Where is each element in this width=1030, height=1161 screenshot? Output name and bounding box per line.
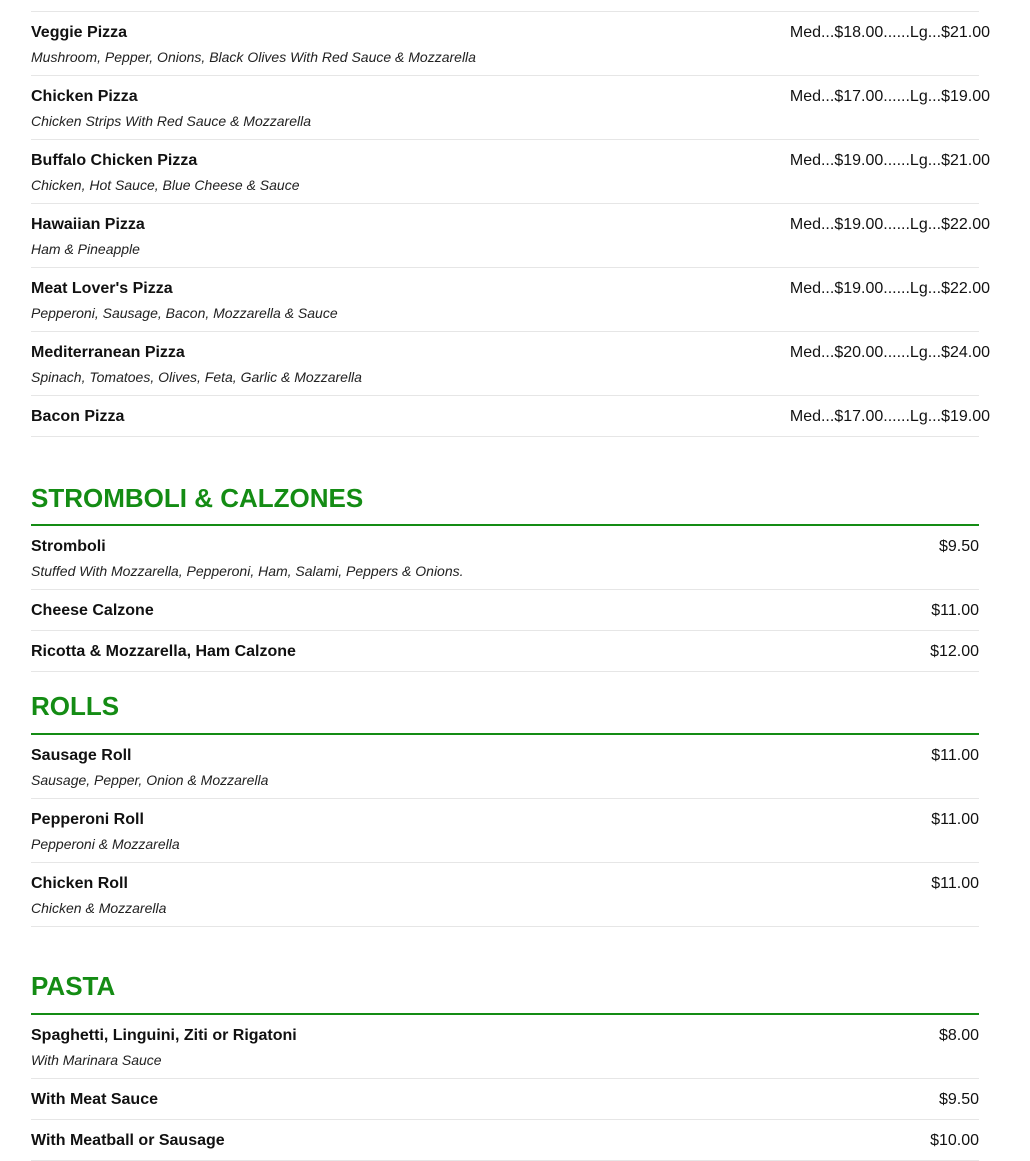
item-name: Mediterranean Pizza	[31, 344, 185, 361]
menu-item-veggie-pizza	[31, 12, 990, 76]
section-heading-text: STROMBOLI & CALZONES	[31, 483, 364, 513]
section-heading-rolls	[31, 672, 979, 735]
item-price: Med...$17.00......Lg...$19.00	[789, 408, 990, 425]
item-description: Pepperoni & Mozzarella	[31, 836, 180, 852]
menu-item-ricotta-mozzarella-ham-calzone	[31, 631, 979, 672]
item-description: Chicken & Mozzarella	[31, 900, 167, 916]
menu-page	[31, 0, 990, 1161]
menu-item-buffalo-chicken-pizza	[31, 140, 990, 204]
menu-item-stromboli	[31, 526, 979, 590]
item-price: Med...$19.00......Lg...$21.00	[789, 152, 990, 169]
item-description: Stuffed With Mozzarella, Pepperoni, Ham, Salami, Peppers & Onions.	[31, 563, 464, 579]
item-description: Pepperoni, Sausage, Bacon, Mozzarella & Sauce	[31, 305, 338, 321]
item-name: Meat Lover's Pizza	[31, 280, 173, 297]
menu-item-pepperoni-roll	[31, 799, 979, 863]
menu-item-cheese-calzone	[31, 590, 979, 631]
item-name: Stromboli	[31, 538, 106, 555]
item-price: $11.00	[931, 811, 979, 828]
item-name: With Meatball or Sausage	[31, 1132, 225, 1149]
section-heading-text: PASTA	[31, 971, 116, 1001]
item-price: Med...$17.00......Lg...$19.00	[789, 88, 990, 105]
item-price: Med...$18.00......Lg...$21.00	[789, 24, 990, 41]
item-price: $11.00	[931, 875, 979, 892]
menu-item-mediterranean-pizza	[31, 332, 990, 396]
item-price: $9.50	[938, 1091, 979, 1108]
item-name: Pepperoni Roll	[31, 811, 144, 828]
section-heading-stromboli-calzones	[31, 437, 979, 526]
menu-item-chicken-pizza	[31, 76, 990, 140]
item-description: Spinach, Tomatoes, Olives, Feta, Garlic & Mozzarella	[31, 369, 362, 385]
section-heading-text: ROLLS	[31, 691, 120, 721]
item-price: $9.50	[938, 538, 979, 555]
menu-item-meat-lovers-pizza	[31, 268, 990, 332]
item-price: Med...$19.00......Lg...$22.00	[789, 216, 990, 233]
item-description: Ham & Pineapple	[31, 241, 140, 257]
item-name: Cheese Calzone	[31, 602, 154, 619]
item-name: Spaghetti, Linguini, Ziti or Rigatoni	[31, 1027, 297, 1044]
item-name: Chicken Roll	[31, 875, 128, 892]
item-price: $10.00	[930, 1132, 979, 1149]
item-name: Buffalo Chicken Pizza	[31, 152, 198, 169]
top-divider	[31, 0, 979, 12]
item-name: Hawaiian Pizza	[31, 216, 145, 233]
item-price: $11.00	[931, 602, 979, 619]
menu-item-hawaiian-pizza	[31, 204, 990, 268]
item-price: Med...$20.00......Lg...$24.00	[789, 344, 990, 361]
section-heading-pasta	[31, 927, 979, 1015]
item-description: With Marinara Sauce	[31, 1052, 162, 1068]
menu-item-pasta-marinara	[31, 1015, 979, 1079]
item-price: $12.00	[930, 643, 979, 660]
item-description: Chicken, Hot Sauce, Blue Cheese & Sauce	[31, 177, 300, 193]
item-name: Veggie Pizza	[31, 24, 128, 41]
item-name: Ricotta & Mozzarella, Ham Calzone	[31, 643, 296, 660]
item-name: Sausage Roll	[31, 747, 132, 764]
item-price: $11.00	[931, 747, 979, 764]
menu-item-chicken-roll	[31, 863, 979, 927]
item-description: Mushroom, Pepper, Onions, Black Olives With Red Sauce & Mozzarella	[31, 49, 476, 65]
item-name: With Meat Sauce	[31, 1091, 158, 1108]
item-description: Sausage, Pepper, Onion & Mozzarella	[31, 772, 269, 788]
item-name: Bacon Pizza	[31, 408, 125, 425]
item-name: Chicken Pizza	[31, 88, 138, 105]
item-price: $8.00	[938, 1027, 979, 1044]
menu-item-pasta-meat-sauce	[31, 1079, 979, 1120]
menu-item-sausage-roll	[31, 735, 979, 799]
item-description: Chicken Strips With Red Sauce & Mozzarella	[31, 113, 311, 129]
item-price: Med...$19.00......Lg...$22.00	[789, 280, 990, 297]
menu-item-bacon-pizza	[31, 396, 990, 437]
menu-item-pasta-meatball-sausage	[31, 1120, 979, 1161]
